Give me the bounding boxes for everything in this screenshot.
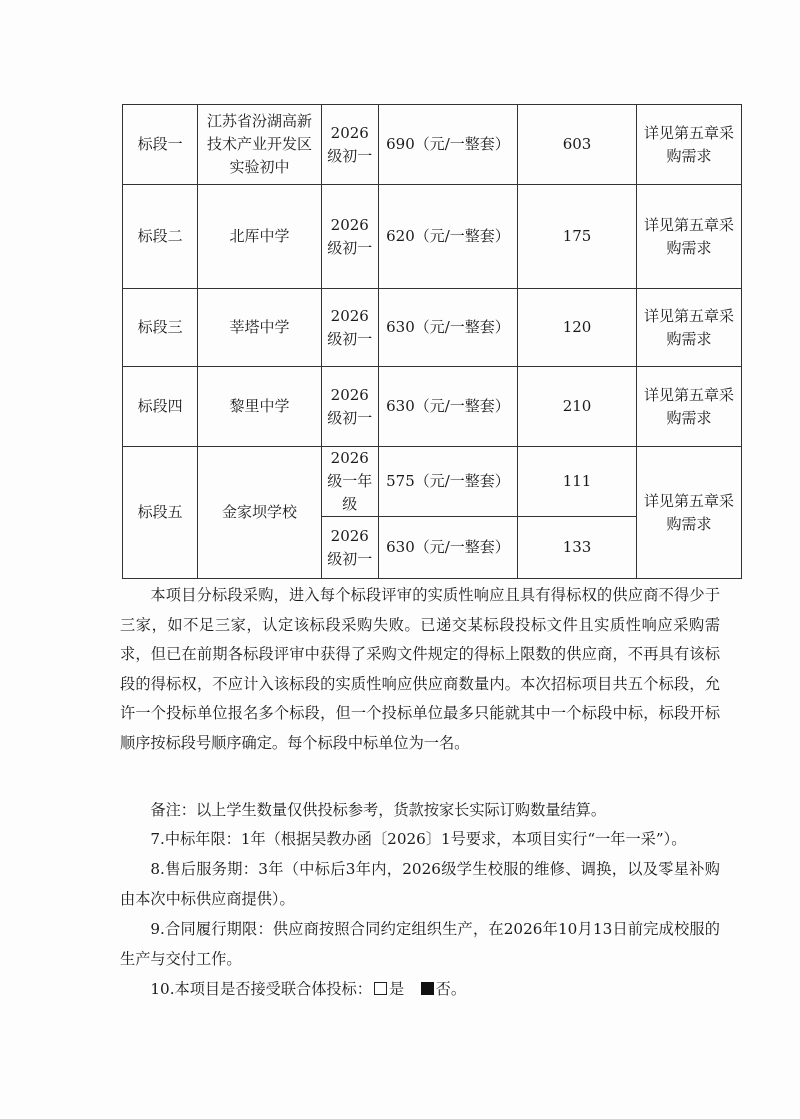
- option-no-label: 否。: [435, 980, 467, 998]
- segment-cell: 标段一: [123, 105, 198, 185]
- segment-cell: 标段四: [123, 367, 198, 447]
- quantity-cell: 210: [518, 367, 637, 447]
- price-cell: 630（元/一整套）: [378, 289, 517, 367]
- segment-cell: 标段三: [123, 289, 198, 367]
- requirement-cell: 详见第五章采购需求: [636, 367, 741, 447]
- paragraph-consortium: [120, 975, 720, 1005]
- bid-segment-table: [122, 104, 742, 579]
- checkbox-yes-icon: [374, 982, 387, 995]
- segment-cell: 标段五: [123, 447, 198, 579]
- grade-cell: 2026级初一: [321, 185, 378, 289]
- school-cell: 金家坝学校: [198, 447, 321, 579]
- grade-cell: 2026级初一: [321, 517, 378, 579]
- quantity-cell: 120: [518, 289, 637, 367]
- checkbox-no-checked-icon: [421, 982, 434, 995]
- price-cell: 690（元/一整套）: [378, 105, 517, 185]
- paragraph-after-sales: 8.售后服务期：3年（中标后3年内，2026级学生校服的维修、调换，以及零星补购由本次中标供应商提供）。: [120, 860, 720, 908]
- option-yes-label: 是: [388, 980, 405, 998]
- requirement-cell: 详见第五章采购需求: [636, 289, 741, 367]
- grade-cell: 2026级初一: [321, 367, 378, 447]
- grade-cell: 2026级初一: [321, 289, 378, 367]
- school-cell: 莘塔中学: [198, 289, 321, 367]
- table-row: [123, 105, 742, 185]
- paragraph-segment-rules: 本项目分标段采购，进入每个标段评审的实质性响应且具有得标权的供应商不得少于三家，如不足三家，认定该标段采购失败。已递交某标段投标文件且实质性响应采购需求，但已在前期各标段评审中获得了采购文件规定的得标上限数的供应商，不再具有该标段的得标权，不应计入该标段的实质性响应供应商数量内。本次招标项目共五个标段，允许一个投标单位报名多个标段，但一个投标单位最多只能就其中一个标段中标，标段开标顺序按标段号顺序确定。每个标段中标单位为一名。: [120, 586, 720, 752]
- table-row: [123, 447, 742, 517]
- requirement-cell: 详见第五章采购需求: [636, 185, 741, 289]
- quantity-cell: 111: [518, 447, 637, 517]
- requirement-cell: 详见第五章采购需求: [636, 105, 741, 185]
- segment-cell: 标段二: [123, 185, 198, 289]
- price-cell: 630（元/一整套）: [378, 367, 517, 447]
- school-cell: 黎里中学: [198, 367, 321, 447]
- consortium-label: 10.本项目是否接受联合体投标：: [150, 980, 372, 998]
- paragraph-remark: 备注：以上学生数量仅供投标参考，货款按家长实际订购数量结算。: [150, 801, 607, 819]
- table-row: [123, 185, 742, 289]
- grade-cell: 2026级初一: [321, 105, 378, 185]
- table-row: [123, 367, 742, 447]
- paragraph-award-term: 7.中标年限：1年（根据吴教办函〔2026〕1号要求，本项目实行“一年一采”）。: [150, 830, 687, 848]
- table-row: [123, 289, 742, 367]
- quantity-cell: 175: [518, 185, 637, 289]
- school-cell: 江苏省汾湖高新技术产业开发区实验初中: [198, 105, 321, 185]
- price-cell: 575（元/一整套）: [378, 447, 517, 517]
- price-cell: 620（元/一整套）: [378, 185, 517, 289]
- school-cell: 北厍中学: [198, 185, 321, 289]
- requirement-cell: 详见第五章采购需求: [636, 447, 741, 579]
- grade-cell: 2026级一年级: [321, 447, 378, 517]
- price-cell: 630（元/一整套）: [378, 517, 517, 579]
- paragraph-contract-period: 9.合同履行期限：供应商按照合同约定组织生产，在2026年10月13日前完成校服的生产与交付工作。: [120, 920, 720, 968]
- quantity-cell: 133: [518, 517, 637, 579]
- quantity-cell: 603: [518, 105, 637, 185]
